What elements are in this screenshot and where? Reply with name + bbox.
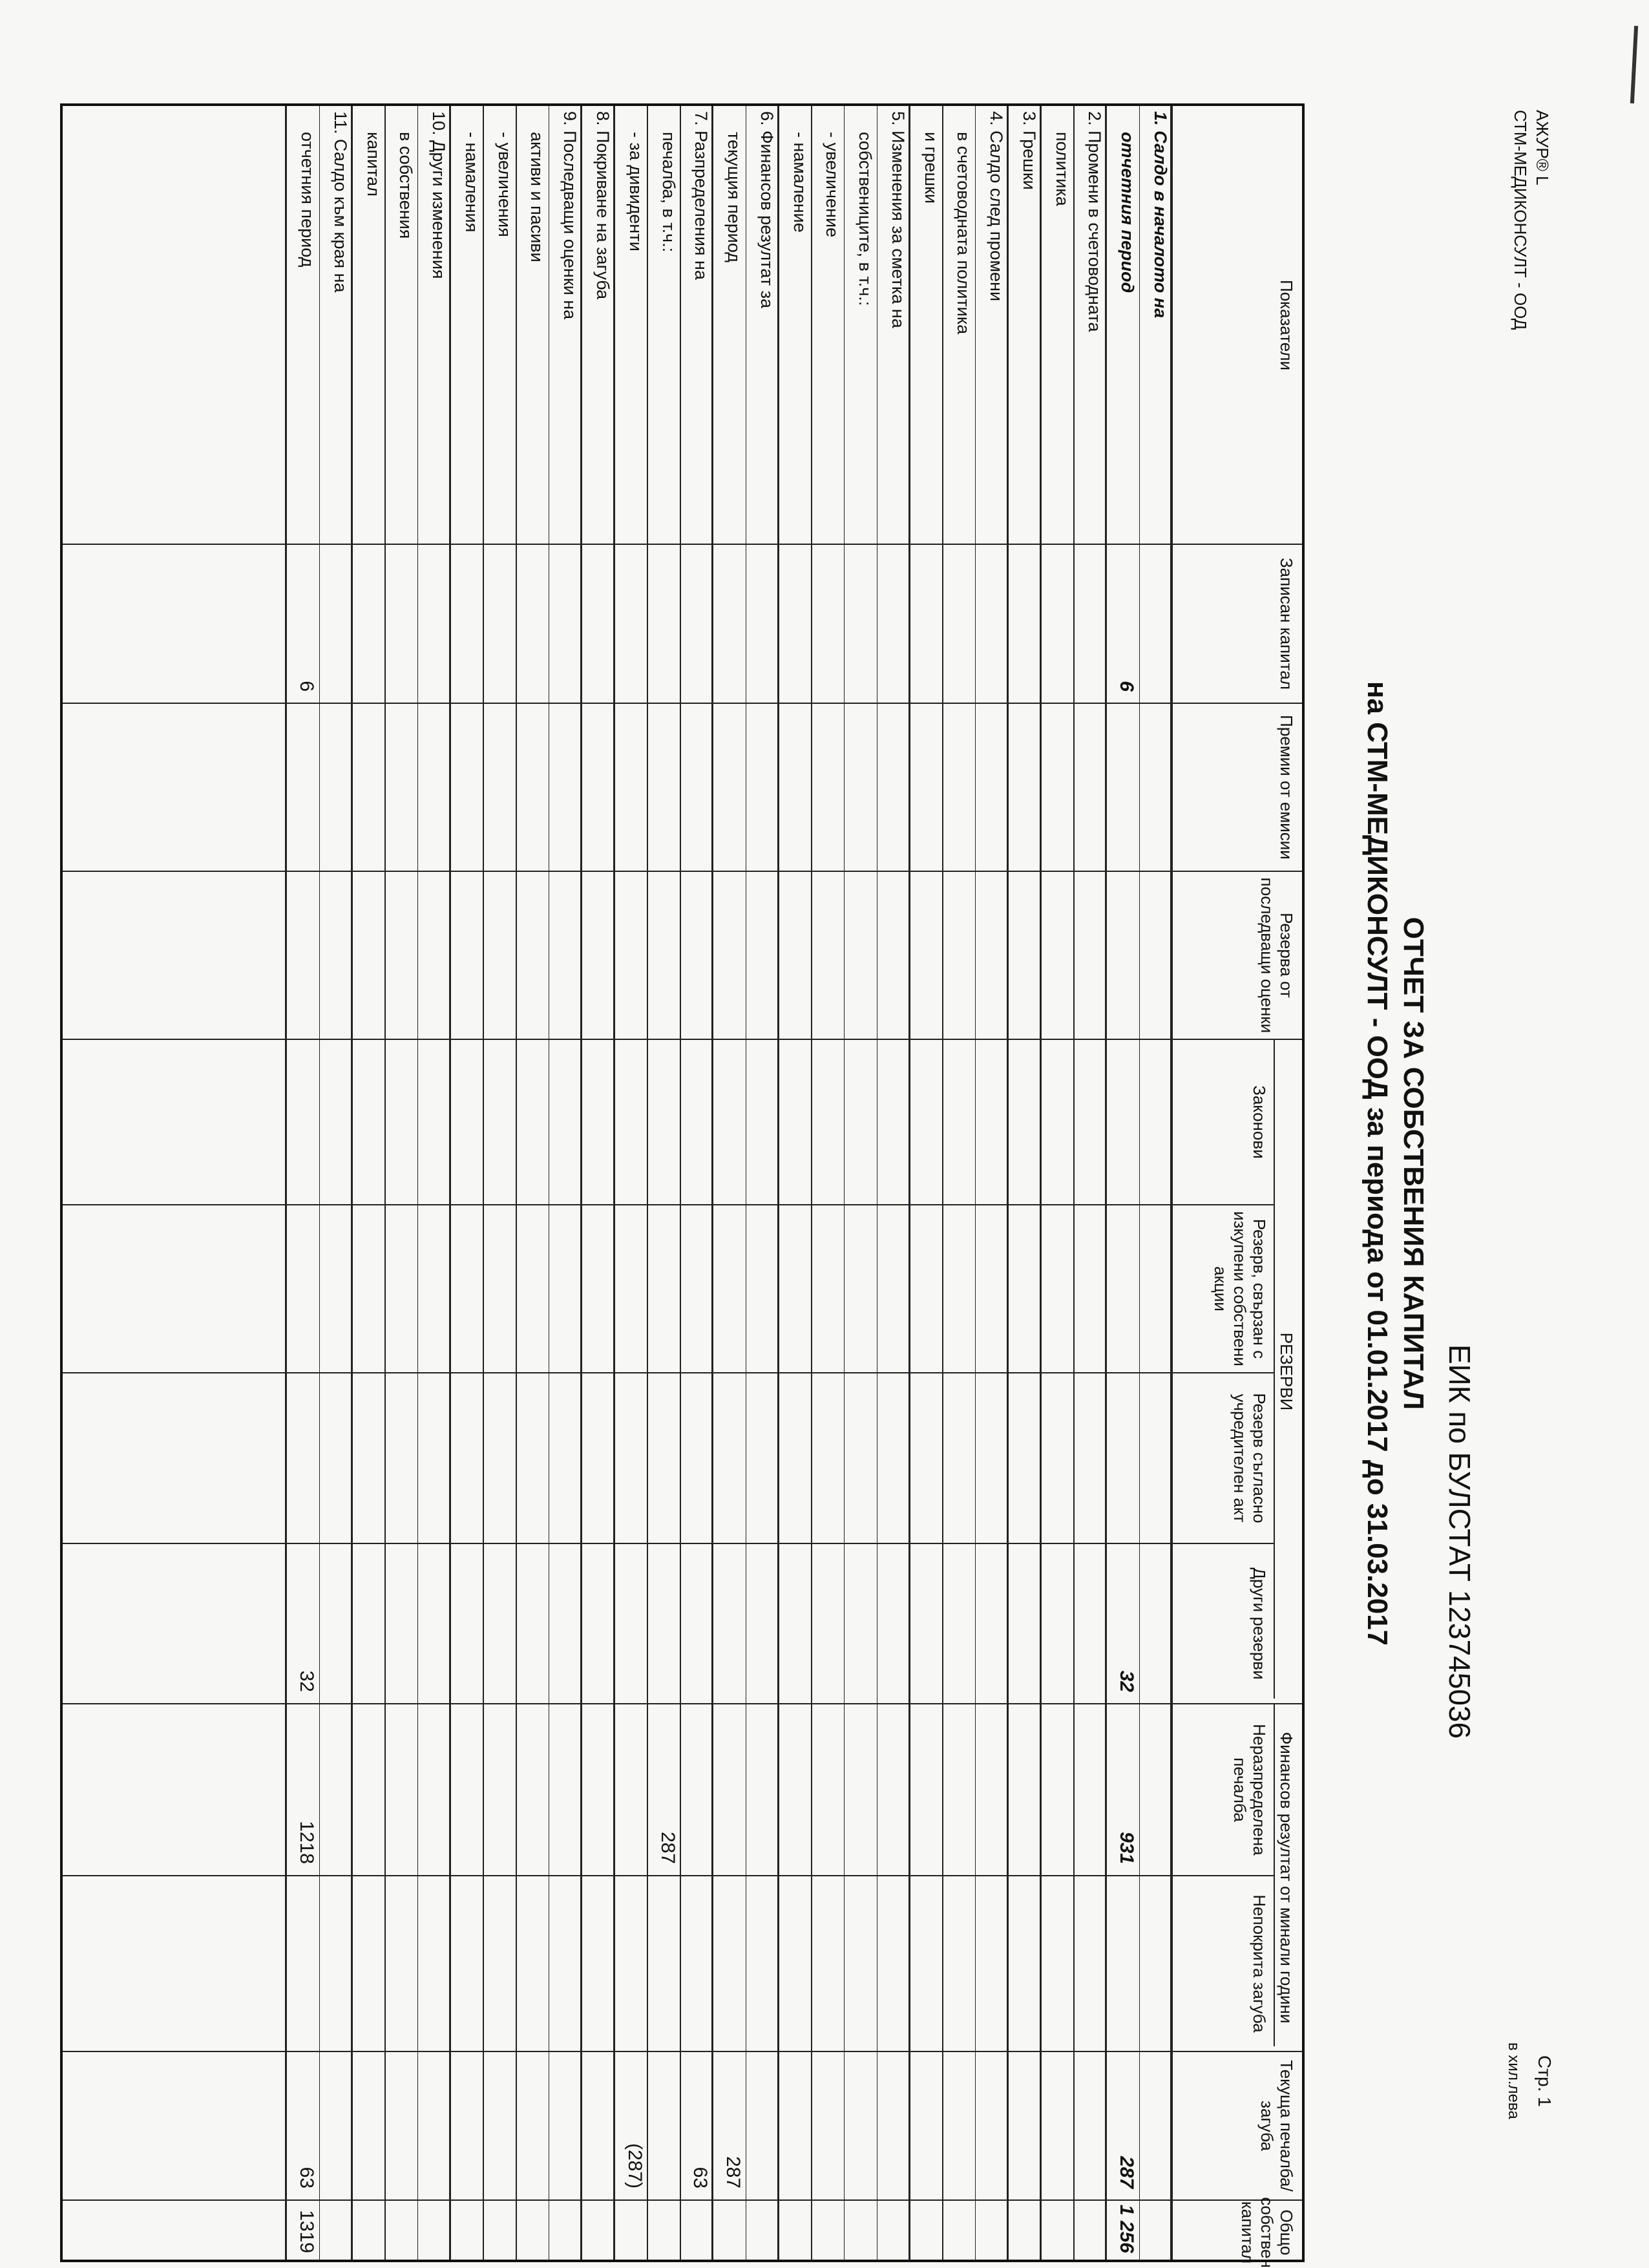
- column-divider: [63, 871, 1302, 872]
- cell-value-total-equity: 1 256: [1116, 2204, 1138, 2253]
- row-label: текущия период: [724, 132, 744, 263]
- column-group-reserves: РЕЗЕРВИ: [1277, 1332, 1296, 1411]
- row-label: 5. Изменения за сметка на: [888, 111, 908, 328]
- cell-value-retained-profit: 287: [656, 1831, 678, 1864]
- row-label: 3. Грешки: [1019, 111, 1039, 190]
- row-label: капитал: [363, 132, 383, 196]
- cell-value-total-equity: 1319: [296, 2210, 318, 2253]
- row-label: 2. Промени в счетоводната: [1085, 111, 1105, 332]
- column-divider: [63, 2051, 1302, 2052]
- column-divider: [63, 1703, 1302, 1704]
- cell-value-other-reserves: 32: [1116, 1670, 1138, 1692]
- row-label: политика: [1052, 132, 1072, 206]
- row-rule: [319, 106, 320, 2260]
- report-subtitle: на СТМ-МЕДИКОНСУЛТ - ООД за периода от 01.01.2017 до 31.03.2017: [1361, 681, 1393, 1646]
- report-title: ОТЧЕТ ЗА СОБСТВЕНИЯ КАПИТАЛ: [1398, 917, 1429, 1410]
- row-rule: [909, 106, 910, 2260]
- column-divider: [63, 703, 1302, 704]
- cell-value-registered-capital: 6: [296, 681, 318, 692]
- row-label: отчетния период: [298, 132, 318, 268]
- row-label: 11. Салдо към края на: [330, 111, 350, 293]
- column-header-total-equity: Общо собствен капитал: [1238, 2197, 1296, 2268]
- row-label: в собствения: [396, 132, 416, 239]
- row-rule: [1007, 106, 1009, 2260]
- page-number: Стр. 1: [1535, 2055, 1555, 2107]
- row-label: и грешки: [921, 132, 941, 204]
- row-label: собствениците, в т.ч.:: [856, 132, 876, 306]
- column-header-uncovered-loss: Непокрита загуба: [1250, 1894, 1269, 2033]
- row-label: в счетоводната политика: [954, 132, 974, 335]
- column-header-registered-capital: Записан капитал: [1277, 557, 1296, 690]
- column-header-indicators: Показатели: [1277, 280, 1296, 370]
- software-brand: АЖУР® L: [1533, 110, 1552, 185]
- row-label: отчетния период: [1118, 132, 1138, 293]
- column-divider: [63, 2199, 1302, 2201]
- cell-value-current-result: 287: [1116, 2156, 1138, 2189]
- cell-value-retained-profit: 931: [1116, 1831, 1138, 1864]
- row-label: 9. Последващи оценки на: [560, 111, 580, 320]
- column-header-revaluation-reserve: Резерва от последващи оценки: [1257, 877, 1296, 1033]
- row-rule: [647, 106, 648, 2260]
- row-rule: [549, 106, 550, 2260]
- eik-number: ЕИК по БУЛСТАТ 123745036: [1443, 1344, 1476, 1739]
- row-label: - увеличение: [823, 132, 843, 238]
- row-rule: [613, 106, 615, 2260]
- row-rule: [285, 106, 287, 2260]
- stamp-mark: [1630, 26, 1638, 103]
- row-rule: [580, 106, 582, 2260]
- row-label: 10. Други изменения: [429, 111, 449, 279]
- column-header-other-reserves: Други резерви: [1250, 1567, 1269, 1680]
- row-rule: [746, 106, 747, 2260]
- row-label: - намаления: [461, 132, 481, 233]
- cell-value-current-result: (287): [624, 2143, 646, 2189]
- row-label: - намаление: [790, 132, 810, 233]
- column-header-issue-premiums: Премии от емисии: [1277, 715, 1296, 860]
- cell-value-retained-profit: 1218: [296, 1821, 318, 1864]
- cell-value-current-result: 63: [689, 2167, 711, 2189]
- column-group-prior-result: Финансов резултат от минали години: [1277, 1732, 1296, 2024]
- cell-value-current-result: 287: [722, 2156, 744, 2189]
- currency-unit: в хил.лева: [1505, 2042, 1522, 2119]
- row-rule: [1139, 106, 1140, 2260]
- column-header-retained-profit: Неразпределена печалба: [1230, 1724, 1269, 1856]
- row-rule: [811, 106, 812, 2260]
- column-divider: [63, 1372, 1275, 1373]
- column-divider: [63, 544, 1302, 545]
- company-name-header: СТМ-МЕДИКОНСУЛТ - ООД: [1511, 110, 1530, 330]
- row-rule: [1073, 106, 1075, 2260]
- row-label: 7. Разпределения на: [691, 111, 711, 280]
- row-rule: [516, 106, 517, 2260]
- row-rule: [1040, 106, 1042, 2260]
- row-rule: [483, 106, 484, 2260]
- row-rule: [449, 106, 451, 2260]
- row-rule: [877, 106, 878, 2260]
- row-rule: [1105, 106, 1107, 2260]
- row-rule: [417, 106, 419, 2260]
- column-header-legal: Законови: [1250, 1085, 1269, 1159]
- column-divider: [63, 1204, 1275, 1205]
- row-label: печалба, в т.ч.:: [658, 132, 678, 253]
- row-label: - за дивиденти: [625, 132, 646, 251]
- row-label: активи и пасиви: [527, 132, 547, 262]
- column-header-treasury-shares: Резерв, свързан с изкупени собствени акции: [1211, 1211, 1269, 1366]
- row-rule: [351, 106, 353, 2260]
- equity-statement-table: [60, 103, 1305, 2268]
- row-label: 6. Финансов резултат за: [757, 111, 777, 309]
- column-header-statutory: Резерв съгласно учредителен акт: [1230, 1393, 1269, 1523]
- row-rule: [711, 106, 713, 2260]
- row-label: 4. Салдо след промени: [987, 111, 1007, 302]
- column-header-current-result: Текуща печалба/загуба: [1257, 2060, 1296, 2192]
- row-rule: [680, 106, 681, 2260]
- row-label: 8. Покриване на загуба: [593, 111, 613, 300]
- row-label: - увеличения: [494, 132, 514, 237]
- cell-value-current-result: 63: [296, 2167, 318, 2189]
- row-rule: [942, 106, 943, 2260]
- cell-value-other-reserves: 32: [296, 1670, 318, 1692]
- column-divider: [63, 1543, 1275, 1544]
- column-divider: [63, 1039, 1302, 1040]
- row-rule: [384, 106, 386, 2260]
- row-rule: [844, 106, 845, 2260]
- row-rule: [777, 106, 779, 2260]
- row-rule: [975, 106, 976, 2260]
- column-divider: [63, 1875, 1275, 1876]
- row-label: 1. Салдо в началото на: [1151, 111, 1170, 319]
- cell-value-registered-capital: 6: [1116, 681, 1138, 692]
